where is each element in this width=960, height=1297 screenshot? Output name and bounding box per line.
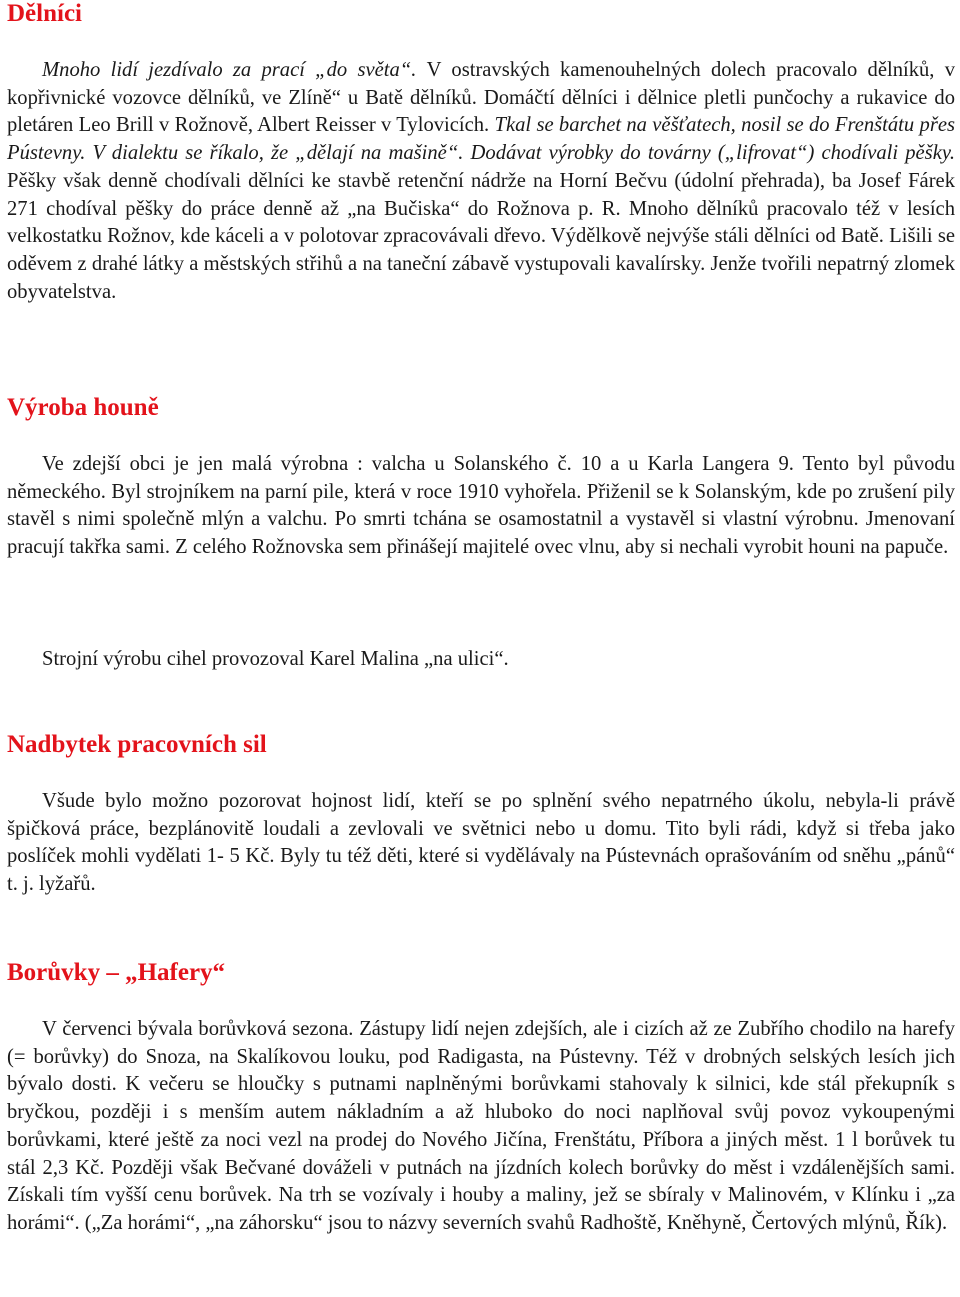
heading-nadbytek: Nadbytek pracovních sil <box>7 731 267 758</box>
text-run: Strojní výrobu cihel provozoval Karel Malina „na ulici“. <box>42 648 509 670</box>
text-run: Pěšky však denně chodívali dělníci ke stavbě retenční nádrže na Horní Bečvu (údolní přehrada), ba Josef Fárek 271 chodíval pěšky do práce denně až „na Bučiska“ do Rožnova p. R. Mnoho dělníků pracovalo též v lesích velkostatku Rožnov, kde káceli a v polotovar zpracovávali dřevo. Výdělkově nejvýše stáli dělníci od Batě. Lišili se oděvem z drahé látky a městských střihů a na taneční zábavě vystupovali kavalírsky. Jenže tvořili nepatrný zlomek obyvatelstva. <box>7 169 955 303</box>
paragraph-delnici <box>7 57 955 306</box>
paragraph-boruvky <box>7 1016 955 1238</box>
text-run: V ostravských kamenouhelných dolech pracovalo dělníků, v kopřivnické vozovce dělníků, ve Zlíně“ u Batě dělníků. Domáčtí dělníci i dělnice pletli punčochy a rukavice do pletáren Leo Brill v Rožnově, Albert Reisser v Tylovicích. <box>7 59 956 137</box>
paragraph-vyroba-houne <box>7 451 955 562</box>
heading-boruvky: Borůvky – „Hafery“ <box>7 959 226 986</box>
paragraph-cihly <box>7 646 955 674</box>
heading-delnici: Dělníci <box>7 0 82 27</box>
paragraph-nadbytek <box>7 788 955 899</box>
text-run: Všude bylo možno pozorovat hojnost lidí, kteří se po splnění svého nepatrného úkolu, nebyla-li právě špičková práce, bezplánovitě loudali a zevlovali ve světnici nebo u domu. Tito byli rádi, když si třeba jako poslíček mohli vydělati 1- 5 Kč. Byly tu též děti, které si vydělávaly na Pústevnách oprašováním od sněhu „pánů“ t. j. lyžařů. <box>7 790 955 896</box>
text-run: V červenci bývala borůvková sezona. Zástupy lidí nejen zdejších, ale i cizích až ze Zubřího chodilo na harefy (= borůvky) do Snoza, na Skalíkovou louku, pod Radigasta, na Pústevny. Též v drobných selských lesích jich bývalo dosti. K večeru se hloučky s putnami naplněnými borůvkami stahovaly k silnici, kde stál překupník s bryčkou, později i s menším autem nákladním a až hluboko do noci naplňoval svůj povoz vykoupenými borůvkami, které ještě za noci vezl na prodej do Nového Jičína, Frenštátu, Příbora a jiných měst. 1 l borůvek tu stál 2,3 Kč. Později však Bečvané dováželi v putnách na jízdních kolech borůvky do měst i vzdálenějších sami. Získali tím vyšší cenu borůvek. Na trh se vozívaly i houby a maliny, jež se sbíraly v Malinovém, v Klínku i „za horámi“. („Za horámi“, „na záhorsku“ jsou to názvy severních svahů Radhoště, Kněhyně, Čertových mlýnů, Řík). <box>7 1018 955 1234</box>
text-run: Tkal se barchet na věšťatech, nosil se do Frenštátu přes Pústevny. V dialektu se říkalo, že „dělají na mašině“. Dodávat výrobky do továrny („lifrovat“) chodívali pěšky. <box>7 114 955 165</box>
heading-vyroba-houne: Výroba houně <box>7 394 159 421</box>
text-run: Ve zdejší obci je jen malá výrobna : valcha u Solanského č. 10 a u Karla Langera 9. Tento byl původu německého. Byl strojníkem na parní pile, která v roce 1910 vyhořela. Přiženil se k Solanským, kde po zrušení pily stavěl s nimi společně mlýn a valchu. Po smrti tchána se osamostatnil a vystavěl si vlastní výrobnu. Jmenovaní pracují takřka sami. Z celého Rožnovska sem přinášejí majitelé ovec vlnu, aby si nechali vyrobit houni na papuče. <box>7 453 955 559</box>
text-run: Mnoho lidí jezdívalo za prací „do světa“. <box>42 59 427 81</box>
